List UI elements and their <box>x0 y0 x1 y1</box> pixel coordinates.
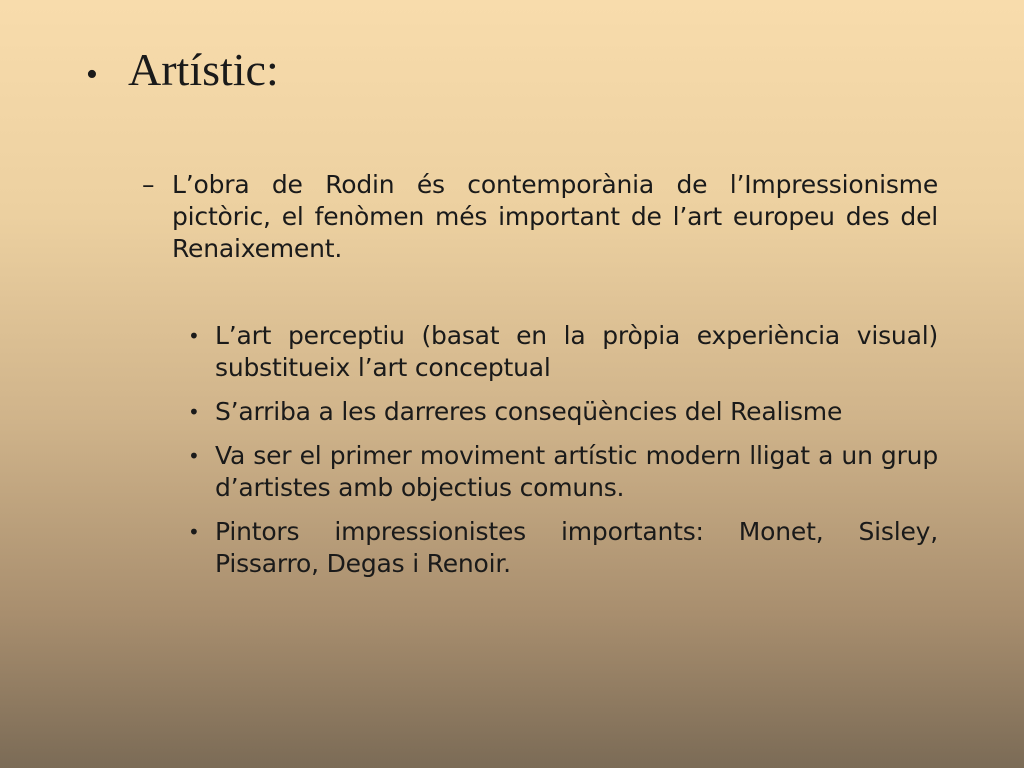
bullet-dot: • <box>188 324 200 348</box>
title-bullet: • <box>86 56 98 93</box>
bullet-item <box>188 516 938 580</box>
bullet-item <box>188 320 938 384</box>
bullet-dot: • <box>188 400 200 424</box>
bullet-text: L’art perceptiu (basat en la pròpia experiència visual) substitueix l’art conceptual <box>215 321 938 382</box>
subpoint-text: L’obra de Rodin és contemporània de l’Impressionisme pictòric, el fenòmen més important de l’art europeu des del Renaixement. <box>172 170 938 263</box>
subpoint <box>142 169 938 265</box>
bullet-text: S’arriba a les darreres conseqüències del Realisme <box>215 397 843 426</box>
bullet-dot: • <box>188 444 200 468</box>
bullet-item <box>188 440 938 504</box>
bullet-text: Pintors impressionistes importants: Monet, Sisley, Pissarro, Degas i Renoir. <box>215 517 938 578</box>
bullet-list <box>188 320 938 592</box>
title-row <box>86 42 279 98</box>
bullet-item <box>188 396 938 428</box>
slide-title: Artístic: <box>128 44 279 95</box>
bullet-dot: • <box>188 520 200 544</box>
bullet-text: Va ser el primer moviment artístic modern lligat a un grup d’artistes amb objectius comuns. <box>215 441 938 502</box>
subpoint-dash: – <box>142 170 155 199</box>
